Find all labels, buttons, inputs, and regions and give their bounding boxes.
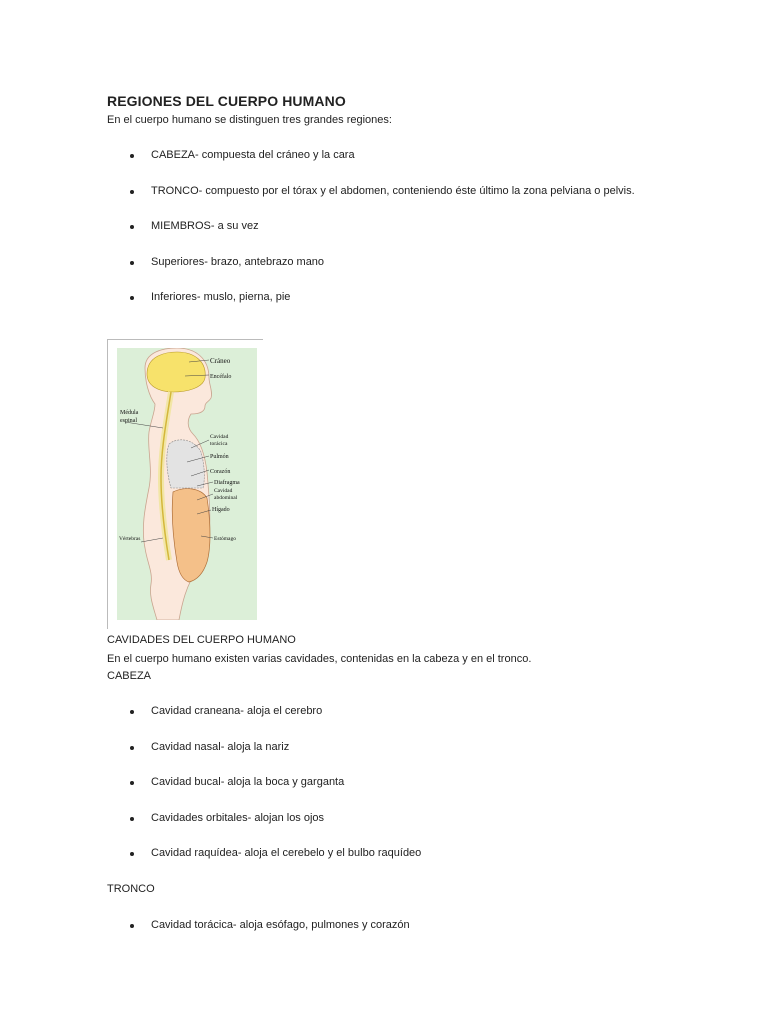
section2-title: CAVIDADES DEL CUERPO HUMANO [107,634,296,646]
bullet-icon [130,924,134,928]
label-estomago: Estómago [214,536,236,542]
bullet-icon [130,261,134,265]
label-craneo: Cráneo [210,357,231,365]
label-corazon: Corazón [210,469,231,475]
anatomy-illustration [117,348,257,620]
tronco-heading: TRONCO [107,883,155,895]
label-cavidad-toracica-2: torácica [210,441,228,447]
brain-shape [147,352,205,392]
label-encefalo: Encéfalo [210,374,232,380]
label-diafragma: Diafragma [214,480,240,486]
bullet-icon [130,710,134,714]
cabeza-heading: CABEZA [107,670,152,682]
section2-intro: En el cuerpo humano existen varias cavidades, contenidas en la cabeza y en el tronco. [107,653,532,665]
label-vertebras: Vértebras [119,536,141,542]
bullet-icon [130,190,134,194]
bullet-icon [130,746,134,750]
label-cavidad-abd-2: abdominal [214,495,238,501]
page-title: REGIONES DEL CUERPO HUMANO [107,93,346,109]
intro-text: En el cuerpo humano se distinguen tres grandes regiones: [107,114,392,126]
bullet-icon [130,852,134,856]
bullet-icon [130,817,134,821]
label-higado: Hígado [212,507,230,513]
label-espinal: espinal [120,418,137,424]
label-cavidad-toracica-1: Cavidad [210,434,229,440]
bullet-icon [130,154,134,158]
bullet-icon [130,225,134,229]
anatomy-figure [107,339,263,629]
bullet-icon [130,781,134,785]
label-medula: Médula [120,410,139,416]
bullet-icon [130,296,134,300]
label-pulmon: Pulmón [210,454,229,460]
label-cavidad-abd-1: Cavidad [214,488,233,494]
